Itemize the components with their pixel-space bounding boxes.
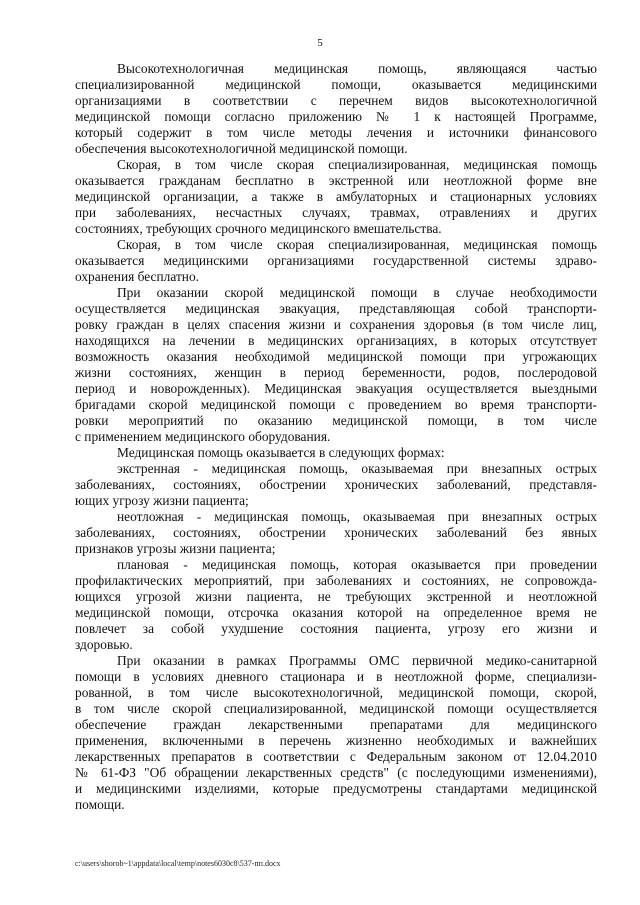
text-line: жизни состояниях, женщин в период беременности, родов, послеродовой <box>75 365 597 380</box>
paragraph <box>75 61 597 157</box>
footer-file-path: c:\users\shorob~1\appdata\local\temp\notes6030c8\537-пп.docx <box>75 859 281 868</box>
text-line: и медицинскими изделиями, которые предусмотрены стандартами медицинской <box>75 781 597 796</box>
text-line: Медицинская помощь оказывается в следующих формах: <box>117 445 445 460</box>
text-line: Скорая, в том числе скорая специализированная, медицинская помощь <box>117 157 597 172</box>
text-line: состояниях, требующих срочного медицинского вмешательства. <box>75 221 442 236</box>
page-number: 5 <box>317 37 323 49</box>
text-line: рованной, в том числе высокотехнологичной, медицинской помощи, скорой, <box>75 685 597 700</box>
text-line: обеспечения высокотехнологичной медицинской помощи. <box>75 141 408 156</box>
text-line: профилактических мероприятий, при заболеваниях и состояниях, не сопровожда- <box>75 573 597 588</box>
paragraph <box>75 157 597 237</box>
text-line: который содержит в том числе методы лечения и источники финансового <box>75 125 597 140</box>
paragraph <box>75 509 597 557</box>
text-line: лекарственных препаратов в соответствии с Федеральным законом от 12.04.2010 <box>75 749 597 764</box>
text-line: период и новорожденных). Медицинская эвакуация осуществляется выездными <box>75 381 597 396</box>
text-line: неотложная - медицинская помощь, оказываемая при внезапных острых <box>117 509 597 524</box>
text-line: заболеваниях, состояниях, обострении хронических заболеваний, представля- <box>75 477 597 492</box>
text-line: помощи. <box>75 797 125 812</box>
text-line: помощи в условиях дневного стационара и в неотложной форме, специализи- <box>75 669 597 684</box>
text-line: обеспечение граждан лекарственными препаратами для медицинского <box>75 717 597 732</box>
paragraph <box>75 445 597 461</box>
paragraph <box>75 285 597 445</box>
text-line: ющих угрозу жизни пациента; <box>75 493 249 508</box>
paragraph <box>75 557 597 653</box>
text-line: заболеваниях, состояниях, обострении хронических заболеваний без явных <box>75 525 597 540</box>
text-line: организациями в соответствии с перечнем видов высокотехнологичной <box>75 93 597 108</box>
text-line: медицинской помощи, отсрочка оказания которой на определенное время не <box>75 605 597 620</box>
text-line: № 61-ФЗ "Об обращении лекарственных средств" (с последующими изменениями), <box>75 765 597 780</box>
text-line: при заболеваниях, несчастных случаях, травмах, отравлениях и других <box>75 205 597 220</box>
text-line: специализированной медицинской помощи, оказывается медицинскими <box>75 77 597 92</box>
text-line: экстренная - медицинская помощь, оказываемая при внезапных острых <box>117 461 597 476</box>
paragraph <box>75 653 597 813</box>
text-line: ровку граждан в целях спасения жизни и сохранения здоровья (в том числе лиц, <box>75 317 597 332</box>
text-line: Скорая, в том числе скорая специализированная, медицинская помощь <box>117 237 597 252</box>
paragraph <box>75 461 597 509</box>
text-line: плановая - медицинская помощь, которая оказывается при проведении <box>117 557 597 572</box>
text-line: медицинской помощи согласно приложению № 1 к настоящей Программе, <box>75 109 597 124</box>
document-body <box>75 61 597 813</box>
text-line: осуществляется медицинская эвакуация, представляющая собой транспорти- <box>75 301 597 316</box>
text-line: При оказании скорой медицинской помощи в случае необходимости <box>117 285 597 300</box>
text-line: с применением медицинского оборудования. <box>75 429 331 444</box>
text-line: возможность оказания необходимой медицинской помощи при угрожающих <box>75 349 597 364</box>
text-line: применения, включенными в перечень жизненно необходимых и важнейших <box>75 733 597 748</box>
text-line: признаков угрозы жизни пациента; <box>75 541 276 556</box>
text-line: повлечет за собой ухудшение состояния пациента, угрозу его жизни и <box>75 621 597 636</box>
text-line: в том числе скорой специализированной, медицинской помощи осуществляется <box>75 701 597 716</box>
text-line: медицинской организации, а также в амбулаторных и стационарных условиях <box>75 189 597 204</box>
text-line: оказывается гражданам бесплатно в экстренной или неотложной форме вне <box>75 173 597 188</box>
text-line: здоровью. <box>75 637 133 652</box>
text-line: находящихся на лечении в медицинских организациях, в которых отсутствует <box>75 333 597 348</box>
text-line: ровки мероприятий по оказанию медицинской помощи, в том числе <box>75 413 597 428</box>
text-line: Высокотехнологичная медицинская помощь, являющаяся частью <box>117 61 597 76</box>
paragraph <box>75 237 597 285</box>
text-line: оказывается медицинскими организациями государственной системы здраво- <box>75 253 597 268</box>
text-line: ющихся угрозой жизни пациента, не требующих экстренной и неотложной <box>75 589 597 604</box>
text-line: охранения бесплатно. <box>75 269 200 284</box>
text-line: бригадами скорой медицинской помощи с проведением во время транспорти- <box>75 397 597 412</box>
text-line: При оказании в рамках Программы ОМС первичной медико-санитарной <box>117 653 597 668</box>
